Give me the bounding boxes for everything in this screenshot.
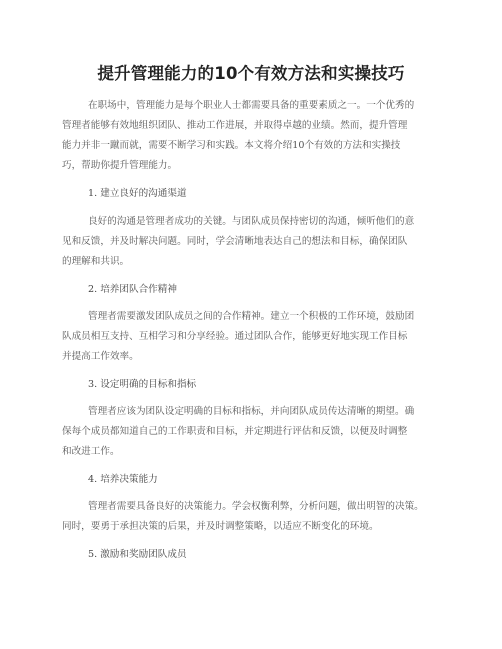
section-heading: 4. 培养决策能力	[88, 474, 158, 485]
section-heading: 5. 激励和奖励团队成员	[88, 549, 187, 560]
section-line: 的理解和共识。	[62, 256, 130, 267]
section-paragraph	[62, 307, 446, 367]
section-paragraph	[62, 497, 446, 537]
section-line: 见和反馈，并及时解决问题。同时，学会清晰地表达自己的想法和目标，确保团队	[62, 236, 408, 247]
intro-paragraph	[62, 96, 446, 176]
section-line: 良好的沟通是管理者成功的关键。与团队成员保持密切的沟通，倾听他们的意	[88, 216, 415, 227]
section-line: 和改进工作。	[62, 446, 120, 457]
section-heading: 1. 建立良好的沟通渠道	[88, 188, 187, 199]
intro-line: 能力并非一蹴而就，需要不断学习和实践。本文将介绍10个有效的方法和实操技	[62, 140, 401, 151]
section-line: 管理者应该为团队设定明确的目标和指标，并向团队成员传达清晰的期望。确	[88, 406, 415, 417]
section-heading: 2. 培养团队合作精神	[88, 284, 177, 295]
document-title: 提升管理能力的10个有效方法和实操技巧	[97, 64, 405, 83]
section-line: 管理者需要激发团队成员之间的合作精神。建立一个积极的工作环境，鼓励团	[88, 311, 415, 322]
section-line: 保每个成员都知道自己的工作职责和目标，并定期进行评估和反馈，以便及时调整	[62, 426, 408, 437]
intro-line: 在职场中，管理能力是每个职业人士都需要具备的重要素质之一。一个优秀的	[88, 100, 415, 111]
section-paragraph	[62, 212, 446, 272]
intro-line: 巧，帮助你提升管理能力。	[62, 160, 178, 171]
section-heading: 3. 设定明确的目标和指标	[88, 379, 197, 390]
section-line: 并提高工作效率。	[62, 351, 139, 362]
section-line: 管理者需要具备良好的决策能力。学会权衡利弊，分析问题，做出明智的决策。	[88, 501, 424, 512]
section-line: 队成员相互支持、互相学习和分享经验。通过团队合作，能够更好地实现工作目标	[62, 331, 408, 342]
intro-line: 管理者能够有效地组织团队、推动工作进展，并取得卓越的业绩。然而，提升管理	[62, 120, 408, 131]
section-paragraph	[62, 402, 446, 462]
section-line: 同时，要勇于承担决策的后果，并及时调整策略，以适应不断变化的环境。	[62, 521, 379, 532]
